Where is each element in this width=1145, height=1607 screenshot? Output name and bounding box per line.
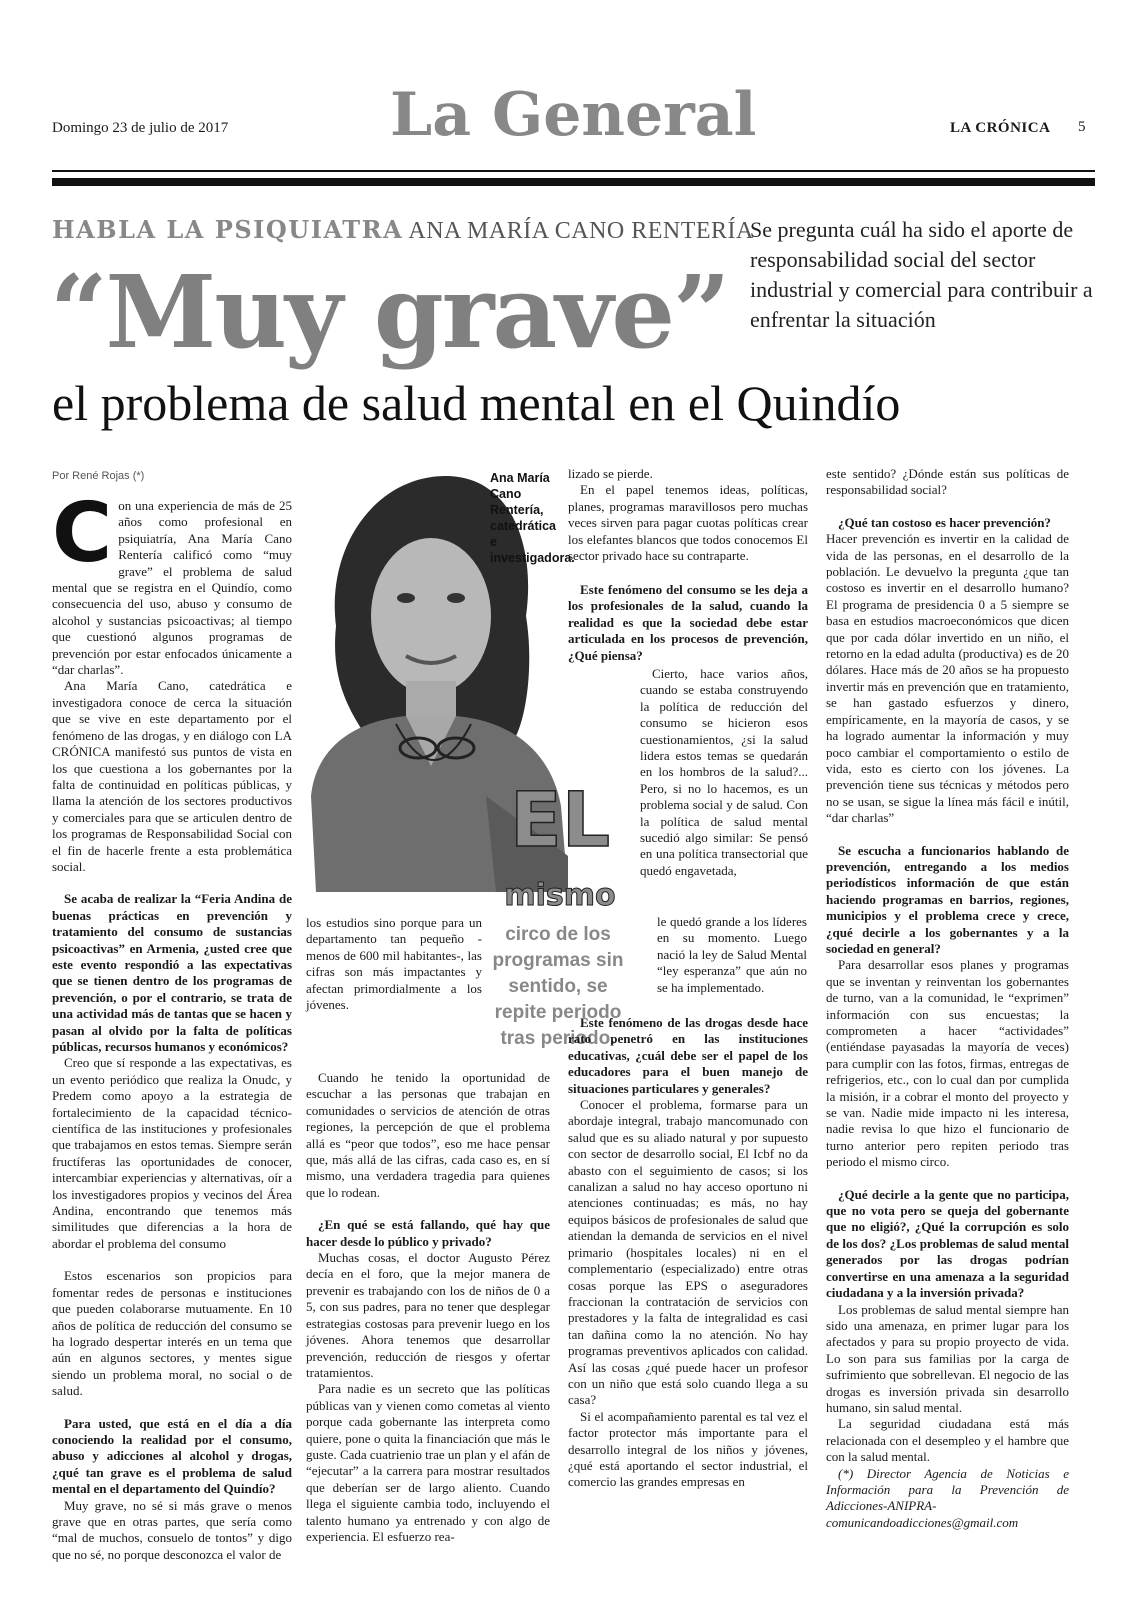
column-3-answer xyxy=(640,666,808,879)
drop-cap: C xyxy=(52,486,113,581)
body-paragraph: Los problemas de salud mental siempre han sido una amenaza, en primer lugar para los afectados y para su propio proyecto de vida. Lo son para sus familias por la carga de sufrimiento que sobrellevan. El negocio de las drogas es inversión privada sin desarrollo humano, sin salud mental. xyxy=(826,1301,1069,1415)
column-4 xyxy=(826,466,1069,1531)
body-paragraph: En el papel tenemos ideas, políticas, planes, programas maravillosos pero muchas veces sirven para pagar cuotas políticas crear los elefantes blancos que todos conocemos El sector privado hace su contraparte. xyxy=(568,482,808,564)
kicker-name: ANA MARÍA CANO RENTERÍA xyxy=(408,218,754,244)
issue-date: Domingo 23 de julio de 2017 xyxy=(52,120,229,136)
body-paragraph: le quedó grande a los líderes en su momento. Luego nació la ley de Salud Mental “ley esperanza” que aún no se ha implementado. xyxy=(657,914,807,995)
body-paragraph: Ana María Cano, catedrática e investigadora conoce de cerca la situación que se vive en este departamento por el fenómeno de las drogas, y en diálogo con LA CRÓNICA manifestó sus puntos de vista en los que cuestiona a los gobernantes por la falta de continuidad en políticas públicas, y llama la atención de los sectores productivos y comerciales para que se articulen dentro de los programas de Responsabilidad Social con el fin de hacerle frente a esta problemática social. xyxy=(52,678,292,874)
question: ¿Qué decirle a la gente que no participa, que no vota pero se queja del gobernante que no eligió?, ¿Qué la corrupción es solo de los dos? ¿Los problemas de salud mental generados por las drogas podrían convertirse en una amenaza a la seguridad ciudadana y a la inversión privada? xyxy=(826,1186,1069,1301)
question: Se escucha a funcionarios hablando de prevención, entregando a los medios periodísticos información de que están haciendo programas en barrios, regiones, municipios y el problema crece y crece, ¿qué decirle a los gobernantes y a la sociedad en general? xyxy=(826,842,1069,956)
newspaper-name: LA CRÓNICA xyxy=(950,120,1051,136)
body-paragraph: lizado se pierde. xyxy=(568,466,653,481)
kicker-label: HABLA LA PSIQUIATRA xyxy=(52,215,404,244)
body-paragraph: Para desarrollar esos planes y programas que se inventan y reinventan los gobernantes de turno, van a la comunidad, le “exprimen” información con sus encuestas; la comprometen a hacer “actividades” (entiéndase payasadas la mayoría de veces) para cumplir con las fotos, firmas, entregas de refrigerios, etc., con lo cual dan por cumplida la misión, ir a cobrar el monto del proyecto y se van. Nadie mide impacto ni les interesa, nadie revisa lo que hizo el funcionario de turno anterior pero repiten periodo tras periodo el mismo circo. xyxy=(826,957,1069,1170)
column-3-mid xyxy=(657,914,807,996)
byline: Por René Rojas (*) xyxy=(52,470,145,482)
body-paragraph: Para nadie es un secreto que las políticas públicas van y vienen como cometas al viento porque cada gobernante las interpreta como quiere, pone o quita la financiación que más le guste. Cada cuatrienio trae un plan y el afán de “ejecutar” a la carrera para mostrar resultados que deberían ser de largo aliento. Cuando llega el siguiente cambia todo, incluyendo el talento humano ya entrenado y con algo de experiencia. El esfuerzo rea- xyxy=(306,1381,551,1544)
column-3-question xyxy=(568,582,808,664)
article-kicker xyxy=(52,215,754,245)
body-paragraph: los estudios sino porque para un departamento tan pequeño - menos de 600 mil habitantes-, las cifras son más impactantes y afectan primordialmente a los jóvenes. xyxy=(306,915,482,1013)
pullquote-big: EL xyxy=(509,775,611,864)
body-paragraph: este sentido? ¿Dónde están sus políticas de responsabilidad social? xyxy=(826,466,1069,498)
header-rule-thin xyxy=(52,170,1095,172)
pullquote-mid: mismo xyxy=(504,878,616,913)
section-title: La General xyxy=(390,80,757,150)
subheadline: el problema de salud mental en el Quindío xyxy=(52,375,901,431)
column-1 xyxy=(52,486,292,1563)
column-2-top xyxy=(306,915,482,1013)
question: Se acaba de realizar la “Feria Andina de buenas prácticas en prevención y tratamiento del consumo de sustancias psicoactivas” en Armenia, ¿usted cree que este evento respondió a las expectativas que se tienen dentro de los programas de prevención, o por el contrario, se trata de una actividad más de tantas que se hacen y pasan al olvido por la falta de políticas públicas, recursos humanos y económicos? xyxy=(52,891,292,1054)
column-3 xyxy=(568,1015,808,1491)
author-signature: (*) Director Agencia de Noticias e Información para la Prevención de Adicciones-ANIPRA- comunicandoadicciones@gmail.com xyxy=(826,1465,1069,1530)
question: Para usted, que está en el día a día conociendo la realidad por el consumo, abuso y adicciones al alcohol y drogas, ¿qué tan grave es el problema de salud mental en el departamento del Quindío? xyxy=(52,1415,292,1497)
article-deck: Se pregunta cuál ha sido el aporte de responsabilidad social del sector industrial y comercial para contribuir a enfrentar la situación xyxy=(750,217,1093,332)
body-paragraph: Cuando he tenido la oportunidad de escuchar a las personas que trabajan en comunidades o servicios de atención de otras regiones, la percepción de que el problema allá es “peor que todos”, eso me hace pensar que, más allá de las cifras, cada caso es, en sí mismo, una verdadera tragedia para quienes que lo rodean. xyxy=(306,1070,550,1200)
body-paragraph: Creo que sí responde a las expectativas, es un evento periódico que realiza la Onudc, y Predem como apoyo a la estrategia de fortalecimiento de la capacidad técnico-científica de las instituciones y profesionales que trabajamos en estos temas. Siempre serán fructíferas las oportunidades de conocer, intercambiar experiencias y alternativas, oír a los investigadores propios y vecinos del Área Andina, encontrando que tenemos más similitudes que diferencias a la hora de abordar el problema del consumo xyxy=(52,1055,292,1251)
body-paragraph: La seguridad ciudadana está más relacionada con el desempleo y el hambre que con la salud mental. xyxy=(826,1416,1069,1465)
question: ¿Qué tan costoso es hacer prevención? xyxy=(838,514,1051,530)
pullquote-text: circo de los programas sin sentido, se repite periodo tras periodo. xyxy=(492,924,624,1049)
column-3-top xyxy=(568,466,808,564)
page-number: 5 xyxy=(1078,119,1086,135)
photo-caption: Ana María Cano Rentería, catedrática e investigadora. xyxy=(490,471,575,565)
column-2 xyxy=(306,1070,550,1545)
headline: “Muy grave” xyxy=(50,253,729,371)
question: Este fenómeno del consumo se les deja a los profesionales de la salud, cuando la realidad es que la sociedad debe estar articulada en los procesos de prevención, ¿Qué piensa? xyxy=(568,582,808,663)
body-paragraph: Muchas cosas, el doctor Augusto Pérez decía en el foro, que la mejor manera de prevenir es trabajando con los de niños de 0 a 5, con sus padres, para no tener que desplegar estrategias costosas para prevenir luego en los jóvenes. Ahora tenemos que desarrollar prevención, reducción de riesgos y ofertar tratamientos. xyxy=(306,1250,550,1380)
body-paragraph: Muy grave, no sé si más grave o menos grave que en otras partes, que sería como “mal de muchos, consuelo de tontos” y digo que no sé, no porque desconozca el valor de xyxy=(52,1497,292,1562)
question: Este fenómeno de las drogas desde hace rato penetró en las instituciones educativas, ¿cuál debe ser el papel de los educadores para el buen manejo de situaciones particulares y generales? xyxy=(568,1015,808,1096)
body-paragraph: Conocer el problema, formarse para un abordaje integral, trabajo mancomunado con salud que es su aliado natural y por supuesto con sector de desarrollo social, El Icbf no da abasto con el seguimiento de casos; si los canalizan a salud no hay acceso oportuno ni atenciones continuadas; es más, no hay equipos básicos de profesionales de salud que atiendan la demanda de servicios en el nivel primario (hospitales locales) ni en el complementario (especializado) entre otras cosas porque las EPS o aseguradores fraccionan la contratación de servicios con prestadores y la falta de integralidad es casi tan dañina como la no atención. No hay programas preventivos aplicados con calidad. Así las cosas ¿qué puede hacer un profesor con un niño que está solo cuando llega a su casa? xyxy=(568,1097,808,1408)
header-rule-thick xyxy=(52,178,1095,186)
lead-paragraph: on una experiencia de más de 25 años como profesional en psiquiatría, Ana María Cano Rentería calificó como “muy grave” el problema de salud mental que se registra en el Quindío, como consecuencia del uso, abuso y consumo de alcohol y sustancias psicoactivas; al tiempo que cuestionó algunos programas de prevención por estar enfocados únicamente a “dar charlas”. xyxy=(52,498,292,678)
body-paragraph: Si el acompañamiento parental es tal vez el factor protector más importante para el desarrollo integral de los niños y jóvenes, ¿qué está aportando el sector industrial, el comercio las grandes empresas en xyxy=(568,1408,808,1490)
body-paragraph: Hacer prevención es invertir en la calidad de vida de las personas, en el desarrollo de la población. Le devuelvo la pregunta ¿que tan costoso es invertir en el desarrollo humano? El programa de presidencia 0 a 5 siempre se basa en estudios macroeconómicos que dicen que por cada dólar invertido en un niño, el retorno en la edad adulta (productiva) es de 20 dólares. Hace más de 20 años se ha propuesto invertir más en prevención que en tratamiento, se han gastado esfuerzos y dinero, empíricamente, en la mayoría de casos, y se ha logrado aumentar la información y muy poco cambiar el comportamiento o estilo de vida, esto es cierto con los jóvenes. La prevención tiene sus técnicas y métodos pero no se usan, se sigue la línea más fácil e inútil, “dar charlas” xyxy=(826,531,1069,826)
body-paragraph: Estos escenarios son propicios para fomentar redes de personas e instituciones que pueden colaborarse mutuamente. En 10 años de política de reducción del consumo se ha logrado despertar interés en un tema que aún en algunos sectores, y mentes sigue siendo un problema moral, no social o de salud. xyxy=(52,1268,292,1399)
body-paragraph: Cierto, hace varios años, cuando se estaba construyendo la política de reducción del consumo se hicieron esos cuestionamientos, ¿si la salud lidera estos temas se quedarán en los hombros de la salud?... Pero, si no lo hacemos, es un problema social y de salud. Con la política de salud mental sucedió algo similar: Se pensó en una política transectorial que quedó engavetada, xyxy=(640,666,808,878)
question: ¿En qué se está fallando, qué hay que hacer desde lo público y privado? xyxy=(306,1217,550,1249)
